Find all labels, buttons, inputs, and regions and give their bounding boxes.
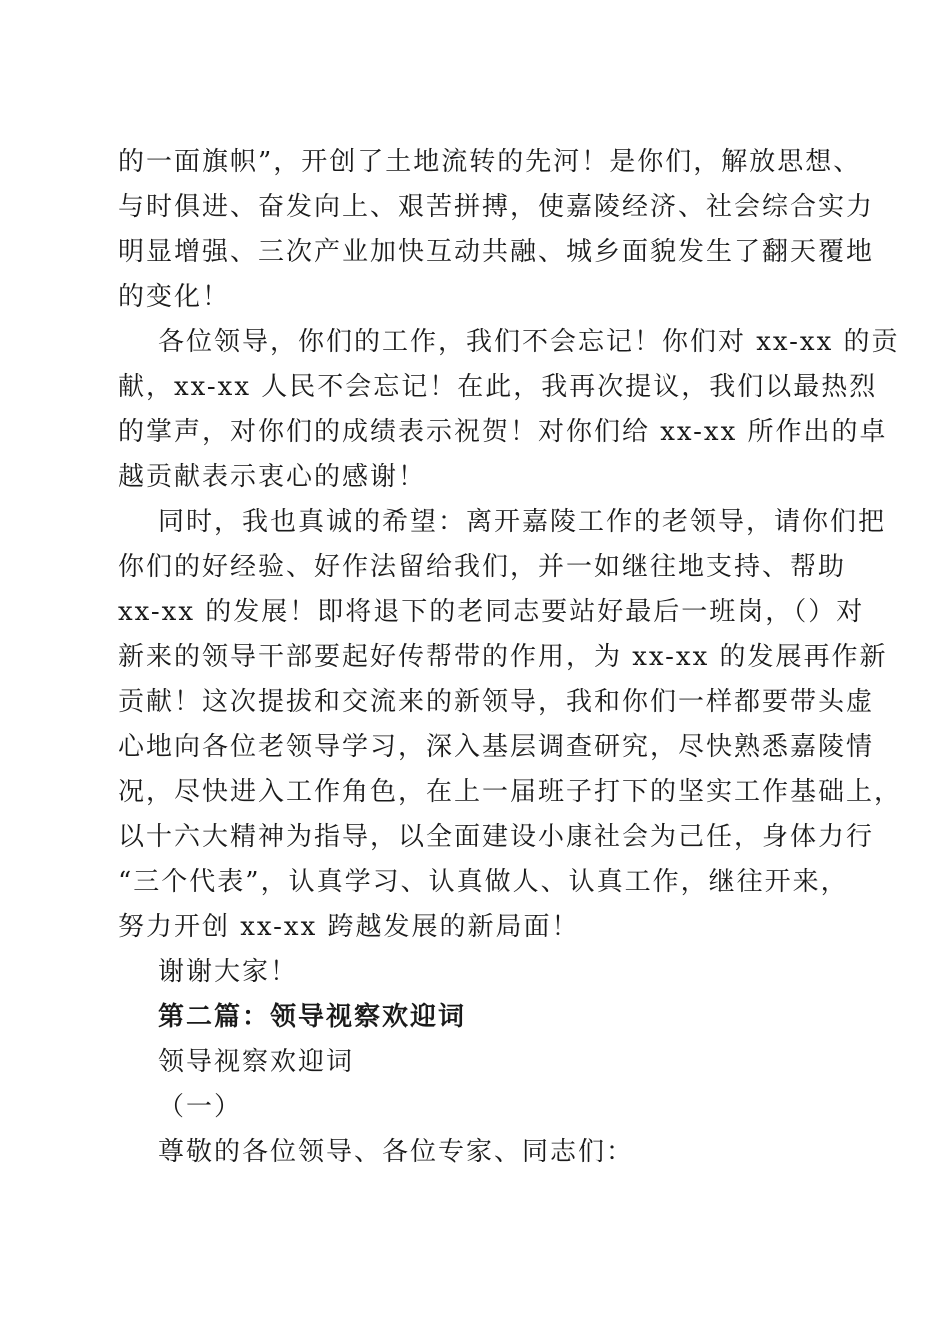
paragraph-line: 同时，我也真诚的希望：离开嘉陵工作的老领导，请你们把 <box>158 507 887 537</box>
section-heading: 第二篇：领导视察欢迎词 <box>158 1002 467 1032</box>
paragraph-line: 明显增强、三次产业加快互动共融、城乡面貌发生了翻天覆地 <box>118 237 875 267</box>
paragraph-line: 努力开创 xx-xx 跨越发展的新局面！ <box>118 912 580 942</box>
paragraph-line: 贡献！这次提拔和交流来的新领导，我和你们一样都要带头虚 <box>118 687 875 717</box>
paragraph-line: 的掌声，对你们的成绩表示祝贺！对你们给 xx-xx 所作出的卓 <box>118 417 888 447</box>
paragraph-line: 心地向各位老领导学习，深入基层调查研究，尽快熟悉嘉陵情 <box>118 732 875 762</box>
paragraph-line: 的变化！ <box>118 282 231 312</box>
salutation-line: 尊敬的各位领导、各位专家、同志们： <box>158 1137 635 1167</box>
paragraph-line: 你们的好经验、好作法留给我们，并一如继往地支持、帮助 <box>118 552 847 582</box>
paragraph-line: 献，xx-xx 人民不会忘记！在此，我再次提议，我们以最热烈 <box>118 372 878 402</box>
paragraph-line: 况，尽快进入工作角色，在上一届班子打下的坚实工作基础上， <box>118 777 903 807</box>
paragraph-line: 新来的领导干部要起好传帮带的作用，为 xx-xx 的发展再作新 <box>118 642 888 672</box>
paragraph-line: 的一面旗帜”，开创了土地流转的先河！是你们，解放思想、 <box>118 147 862 177</box>
paragraph-line: 越贡献表示衷心的感谢！ <box>118 462 427 492</box>
section-number: （一） <box>158 1092 243 1122</box>
paragraph-line: “三个代表”，认真学习、认真做人、认真工作，继往开来， <box>118 867 849 897</box>
paragraph-line: xx-xx 的发展！即将退下的老同志要站好最后一班岗，（）对 <box>118 597 865 627</box>
paragraph-line: 与时俱进、奋发向上、艰苦拼搏，使嘉陵经济、社会综合实力 <box>118 192 875 222</box>
paragraph-line: 以十六大精神为指导，以全面建设小康社会为己任，身体力行 <box>118 822 875 852</box>
paragraph-line: 各位领导，你们的工作，我们不会忘记！你们对 xx-xx 的贡 <box>158 327 900 357</box>
closing-line: 谢谢大家！ <box>158 957 299 987</box>
section-title: 领导视察欢迎词 <box>158 1047 355 1077</box>
